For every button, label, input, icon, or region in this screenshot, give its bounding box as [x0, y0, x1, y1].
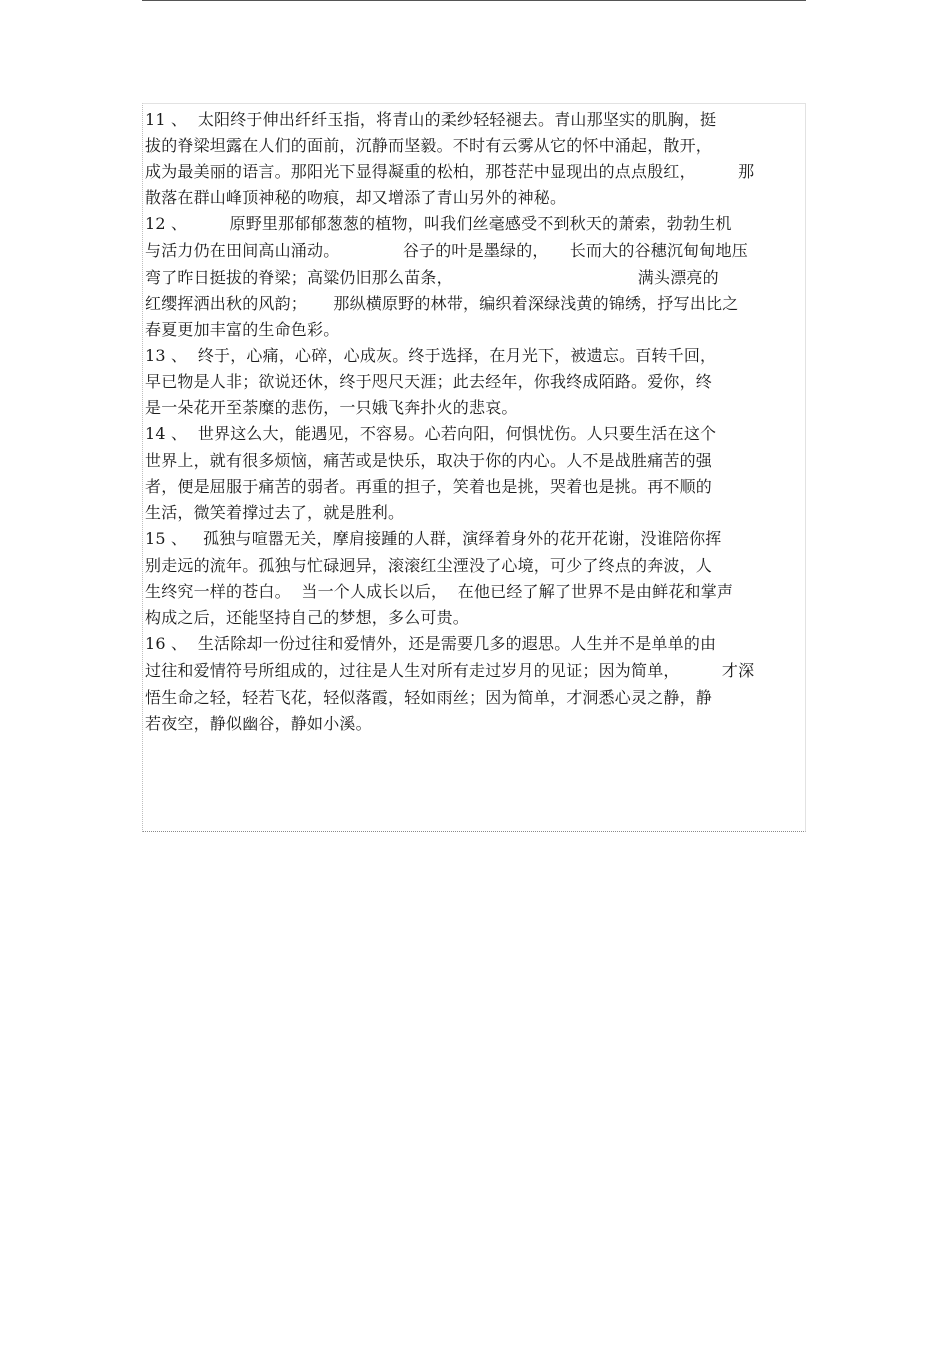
text-line: 弯了昨日挺拔的脊梁；高粱仍旧那么苗条， 满头漂亮的: [145, 268, 719, 287]
text-line: 散落在群山峰顶神秘的吻痕，却又增添了青山另外的神秘。: [145, 188, 567, 207]
text-line: 过往和爱情符号所组成的，过往是人生对所有走过岁月的见证；因为简单， 才深: [145, 661, 755, 680]
text-line: 构成之后，还能坚持自己的梦想，多么可贵。: [145, 608, 470, 627]
text-line: 若夜空，静似幽谷，静如小溪。: [145, 714, 372, 733]
text-line: 别走远的流年。孤独与忙碌迥异，滚滚红尘湮没了心境，可少了终点的奔波，人: [145, 556, 713, 575]
text-line: 拔的脊梁坦露在人们的面前，沉静而坚毅。不时有云雾从它的怀中涌起，散开，: [145, 136, 713, 155]
text-line: 悟生命之轻，轻若飞花，轻似落霞，轻如雨丝；因为简单，才洞悉心灵之静，静: [145, 688, 713, 707]
top-rule: [142, 0, 806, 1]
text-line: 早已物是人非；欲说还休，终于咫尺天涯；此去经年，你我终成陌路。爱你，终: [145, 372, 713, 391]
text-line: 世界上，就有很多烦恼，痛苦或是快乐，取决于你的内心。人不是战胜痛苦的强: [145, 451, 713, 470]
text-line: 成为最美丽的语言。那阳光下显得凝重的松柏，那苍茫中显现出的点点殷红， 那: [145, 162, 755, 181]
text-line: 11 、 太阳终于伸出纤纤玉指，将青山的柔纱轻轻褪去。青山那坚实的肌胸，挺: [145, 110, 717, 129]
text-line: 14 、 世界这么大，能遇见，不容易。心若向阳，何惧忧伤。人只要生活在这个: [145, 424, 717, 443]
text-line: 15 、 孤独与喧嚣无关，摩肩接踵的人群，演绎着身外的花开花谢，没谁陪你挥: [145, 529, 722, 548]
text-line: 是一朵花开至荼糜的悲伤，一只娥飞奔扑火的悲哀。: [145, 398, 518, 417]
text-line: 生终究一样的苍白。 当一个人成长以后， 在他已经了解了世界不是由鲜花和掌声: [145, 582, 734, 601]
text-line: 者，便是屈服于痛苦的弱者。再重的担子，笑着也是挑，哭着也是挑。再不顺的: [145, 477, 713, 496]
text-line: 16 、 生活除却一份过往和爱情外，还是需要几多的遐思。人生并不是单单的由: [145, 634, 717, 653]
text-line: 红缨挥洒出秋的风韵； 那纵横原野的林带，编织着深绿浅黄的锦绣，抒写出比之: [145, 294, 739, 313]
text-line: 春夏更加丰富的生命色彩。: [145, 320, 340, 339]
text-line: 生活，微笑着撑过去了，就是胜利。: [145, 503, 405, 522]
text-line: 与活力仍在田间高山涌动。 谷子的叶是墨绿的， 长而大的谷穗沉甸甸地压: [145, 241, 748, 260]
text-line: 13 、 终于，心痛，心碎，心成灰。终于选择，在月光下，被遗忘。百转千回，: [145, 346, 717, 365]
text-line: 12 、 原野里那郁郁葱葱的植物，叫我们丝毫感受不到秋天的萧索，勃勃生机: [145, 214, 732, 233]
